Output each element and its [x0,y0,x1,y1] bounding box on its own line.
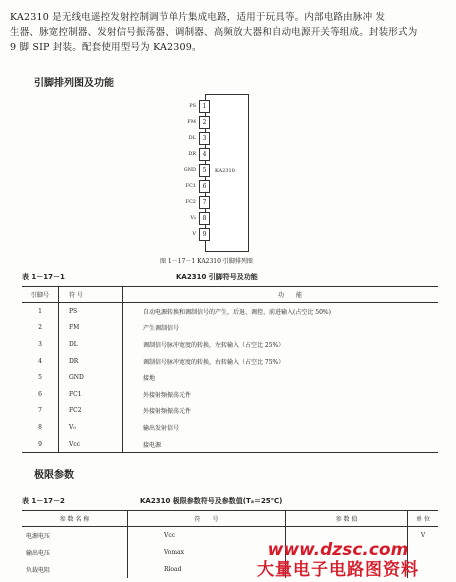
table-row [22,419,438,436]
pin-number: 9 [199,228,210,241]
table-cell: PS [59,303,123,320]
table-cell: 负载电阻 [22,561,128,578]
table-cell: 8 [22,419,59,436]
intro-line: KA2310 是无线电遥控发射控制调节单片集成电路，适用于玩具等。内部电路由脉冲 发 [10,12,386,23]
table-title: KA2310 引脚符号及功能 [176,273,258,281]
pin-row [170,196,210,208]
table-cell: 1 [22,303,59,320]
table-row [22,303,438,320]
pin-number: 8 [199,212,210,225]
table-cell: FC1 [59,386,123,403]
section-title-pinout: 引脚排列图及功能 [34,78,114,89]
site-watermark [222,540,454,580]
table-cell: 4 [22,353,59,370]
pin-number: 7 [199,196,210,209]
intro-paragraph [10,10,446,55]
table-cell: DR [59,353,123,370]
table-header-row [22,511,438,527]
table-cell: V [420,532,426,539]
pin-row [170,212,210,224]
table-label: 表 1－17－2 [22,497,65,505]
table-cell: 外接射频振荡元件 [143,391,192,399]
pin-function-table [22,286,438,453]
pin-number: 5 [199,164,210,177]
pin-row [170,132,210,144]
column-header: 符 号 [59,287,123,303]
table-row [22,403,438,420]
table-label: 表 1－17－1 [22,273,65,281]
table-cell: V₀ [59,419,123,436]
section-title-limits: 极限参数 [34,470,74,481]
pin-label: DL [188,135,196,141]
column-header: 符 号 [128,511,286,527]
column-header: 引脚号 [22,287,59,303]
pin-number: 2 [199,116,210,129]
pin-label: FC2 [185,199,196,205]
watermark-url: www.dzsc.com [267,540,409,560]
table-cell: Vcc [128,527,286,545]
table-cell: 自动电源转换和调制信号的产生，后退、调控、前进输入(占空比 50%) [143,308,331,316]
table-cell: Vomax [128,544,286,561]
table-cell: GND [59,369,123,386]
table-row [22,369,438,386]
watermark-text: 大量电子电路图资料 [257,560,419,580]
pin-label: GND [183,167,196,173]
pin-row [170,228,210,240]
table-title: KA2310 极限参数符号及参数值(Tₐ＝25℃) [140,497,283,505]
pin-row [170,148,210,160]
column-header: 单 位 [408,511,439,527]
pin-row [170,180,210,192]
pin-number: 3 [199,132,210,145]
table-cell: 调制信号脉冲宽度的转换，左转输入（占空比 25%） [143,341,285,349]
table-row [22,436,438,453]
pin-number: 4 [199,148,210,161]
pin-number: 6 [199,180,210,193]
pin-row [170,100,210,112]
table-cell: FC2 [59,403,123,420]
table-cell: 6 [22,386,59,403]
pin-label: DR [188,151,196,157]
table-cell: 9 [22,436,59,453]
table-cell: 5 [22,369,59,386]
pin-row [170,164,210,176]
table-cell: Vcc [59,436,123,453]
pin-number: 1 [199,100,210,113]
figure-caption: 图 1－17－1 KA2310 引脚排列图 [160,258,253,265]
table-cell: 调制信号脉冲宽度的转换，右转输入（占空比 75%） [143,358,285,366]
intro-line: 生器、脉宽控制器、发射信号振荡器、调制器、高频放大器和自动电源开关等组成。封装形式为 [10,27,418,38]
table-cell: 7 [22,403,59,420]
pin-label: V [192,231,196,237]
column-header: 参 数 名 称 [22,511,128,527]
table-row [22,320,438,337]
table-cell: 电源电压 [22,527,128,545]
column-header: 参 数 值 [286,511,408,527]
intro-line: 9 脚 SIP 封装。配套使用型号为 KA2309。 [10,42,202,53]
table-cell: 接电源 [123,436,439,453]
table-cell: 接地 [143,375,156,383]
table-header-row [22,287,438,303]
table-row [22,386,438,403]
table-cell: 外接射频振荡元件 [143,408,192,416]
table-row [22,353,438,370]
table-cell: 输出电压 [22,544,128,561]
table-cell: Rload [128,561,286,578]
table-cell: 3 [22,336,59,353]
pin-label: FM [187,119,196,125]
ic-chip-name: KA2310 [215,168,235,174]
pin-label: PS [189,103,196,109]
table-cell: 输出发射信号 [143,424,180,432]
pin-label: V₀ [190,215,196,221]
table-cell: FM [59,320,123,337]
table-row [22,336,438,353]
pin-row [170,116,210,128]
table-cell: DL [59,336,123,353]
pin-label: FC1 [185,183,196,189]
table-cell: 2 [22,320,59,337]
column-header: 功 能 [123,287,439,303]
table-cell: 产生调制信号 [143,325,180,333]
